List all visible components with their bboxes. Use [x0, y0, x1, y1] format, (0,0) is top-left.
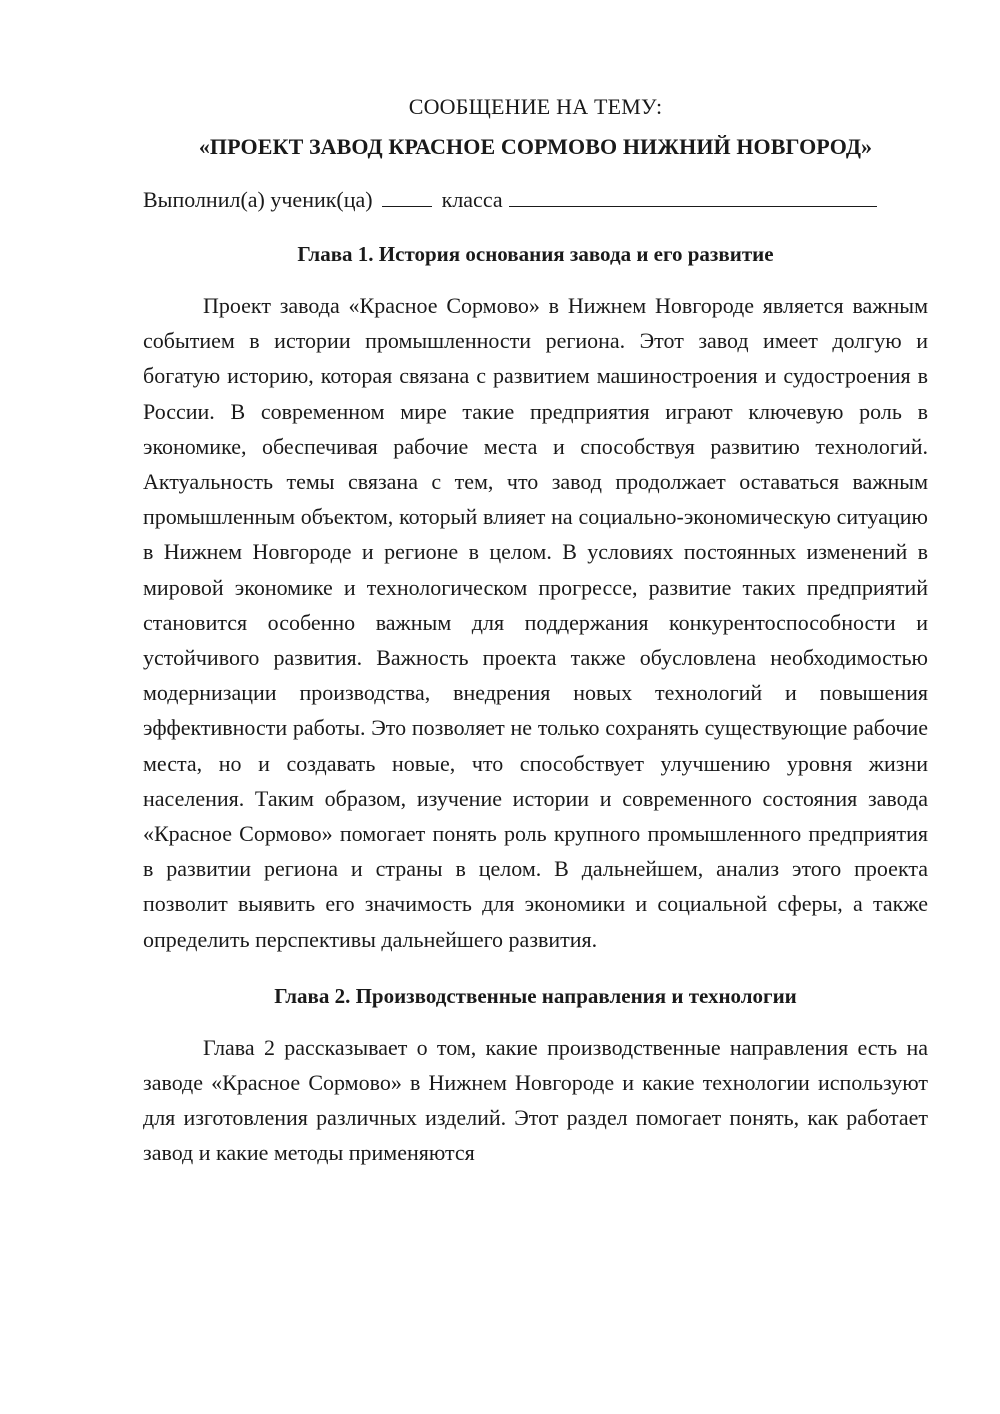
author-line: [143, 184, 928, 215]
chapter-1-title: Глава 1. История основания завода и его развитие: [297, 242, 774, 266]
document-page: [143, 92, 928, 1171]
class-label: класса: [441, 187, 503, 212]
chapter-1-text: Проект завода «Красное Сормово» в Нижнем Новгороде является важным событием в истории промышленности региона. Этот завод имеет долгую и богатую историю, которая связана с развитием машиностроения и судостроения в России. В современном мире такие предприятия играют ключевую роль в экономике, обеспечивая рабочие места и способствуя развитию технологий. Актуальность темы связана с тем, что завод продолжает оставаться важным промышленным объектом, который влияет на социально-экономическую ситуацию в Нижнем Новгороде и регионе в целом. В условиях постоянных изменений в мировой экономике и технологическом прогрессе, развитие таких предприятий становится особенно важным для поддержания конкурентоспособности и устойчивого развития. Важность проекта также обусловлена необходимостью модернизации производства, внедрения новых технологий и повышения эффективности работы. Это позволяет не только сохранять существующие рабочие места, но и создавать новые, что способствует улучшению уровня жизни населения. Таким образом, изучение истории и современного состояния завода «Красное Сормово» помогает понять роль крупного промышленного предприятия в развитии региона и страны в целом. В дальнейшем, анализ этого проекта позволит выявить его значимость для экономики и социальной сферы, а также определить перспективы дальнейшего развития.: [143, 293, 928, 952]
chapter-2-text: Глава 2 рассказывает о том, какие производственные направления есть на заводе «Красное Сормово» в Нижнем Новгороде и какие технологии используют для изготовления различных изделий. Этот раздел помогает понять, как работает завод и какие методы применяются: [143, 1034, 928, 1166]
class-number-blank: [382, 184, 432, 207]
author-prefix: Выполнил(а) ученик(ца): [143, 187, 373, 212]
name-blank: [509, 184, 877, 207]
subject-heading: СООБЩЕНИЕ НА ТЕМУ:: [408, 94, 663, 119]
document-title: «ПРОЕКТ ЗАВОД КРАСНОЕ СОРМОВО НИЖНИЙ НОВГОРОД»: [198, 134, 873, 159]
chapter-2-title: Глава 2. Производственные направления и технологии: [274, 983, 797, 1008]
